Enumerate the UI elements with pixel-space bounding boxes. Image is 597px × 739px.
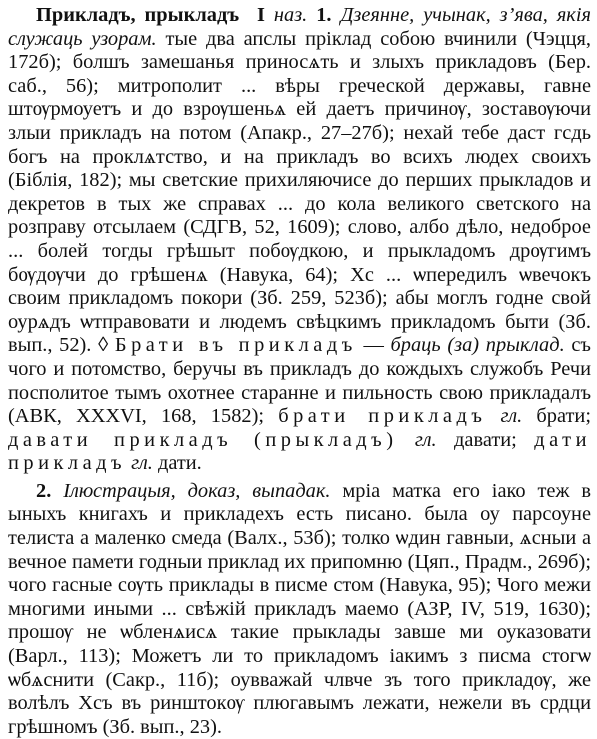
cross-ref-2: давати прикладъ (прыкладъ): [8, 428, 398, 451]
grammar-label: наз.: [273, 4, 308, 26]
cross-ref-3-target: дати.: [152, 452, 202, 475]
cross-ref-1-target: брати;: [522, 405, 592, 428]
cross-ref-3: дати прикладъ: [8, 428, 591, 475]
cross-ref-2-target: давати;: [436, 428, 535, 451]
phrase-citation: съ чого и потомство, беручы въ прикладъ до кождыхъ служобъ Речи посполитое тымъ охотнее старанне и пильность свою прикладалъ (АВК, XXXVI, 168, 1582);: [8, 334, 591, 428]
sense-1-citations: тые два апслы прiклад собою вчинили (Чэцця, 172б); болшъ замешанья приносѧть и злыхъ прикладовъ (Бер. саб., 56); митрополит ... вѣры греческой державы, гавне штѹрмоуетъ и до взрѹшеньѧ ей даетъ причинѹ, зоставѹючи злыи прикладъ на потом (Апакр., 27–27б); нехай тебе даст гсдь богъ на проклѧтство, и на прикладъ во всихъ людех своихъ (Бiблiя, 182); мы светские прихиляючисе до перших прыкладов и декретов в тых же справах ... до кола великого светского на розправу отсылаем (СДГВ, 52, 1609); слово, албо дѣло, недоброе ... болей тогды грѣшыт побѹдкою, и прыкладомъ дрѹгимъ бѹдѹчи до грѣшенѧ (Навука, 64); Хс ... ѡпередилъ ѡвечокъ своим прикладомъ покори (Зб. 259, 523б); абы моглъ годне свой оурѧдъ ѡтправовати и людемъ свѣцкимъ прикладомъ быти (Зб. вып., 52). ◊: [8, 27, 591, 357]
sense-1-number: 1.: [316, 4, 332, 26]
cross-ref-1-gram: гл.: [486, 405, 523, 428]
phrase-definition: браць (за) прыклад.: [390, 334, 565, 357]
sense-2-paragraph: [8, 480, 591, 739]
headword: Прикладъ, прыкладъ: [36, 4, 240, 26]
sense-2-number: 2.: [36, 479, 52, 502]
cross-ref-2-gram: гл.: [397, 428, 437, 451]
cross-ref-3-gram: гл.: [126, 452, 153, 475]
sense-1-definition: Дзеянне, учынак, з’ява, якія служаць узорам.: [8, 4, 591, 50]
phrase-dash: —: [356, 334, 391, 357]
phrase-headword: Брати въ прикладъ: [114, 334, 357, 357]
cross-ref-1: брати прикладъ: [278, 405, 487, 428]
sense-2-citations: мрiа матка его iако теж в ыныхъ книгахъ и прикладехъ есть писано. была оу парсоуне телиста а маленко смеда (Валх., 53б); толко ѡдин гавныи, ѧсныи а вечное памети годныи приклад их припомню (Цяп., Прадм., 269б); чого гасные сѹть приклады в писме стом (Навука, 95); Чого межи многими иными ... свѣжiй прикладъ маемо (АЗР, IV, 519, 1630); прошѹ не ѡбленѧисѧ такие прыклады завше ми оуказовати (Варл., 113); Можетъ ли то прикладомъ iакимъ з писма стогѡ ѡбѧснити (Сакр., 11б); оувважай члвче зъ того прикладѹ, же волѣлъ Хсъ въ ринштокѹ плюгавымъ лежати, нежели въ срдци грѣшномъ (Зб. вып., 23).: [8, 479, 591, 738]
sense-2-definition: Ілюстрацыя, доказ, выпадак.: [63, 479, 331, 502]
homonym-numeral: I: [257, 4, 265, 26]
sense-1-paragraph: [8, 4, 591, 476]
